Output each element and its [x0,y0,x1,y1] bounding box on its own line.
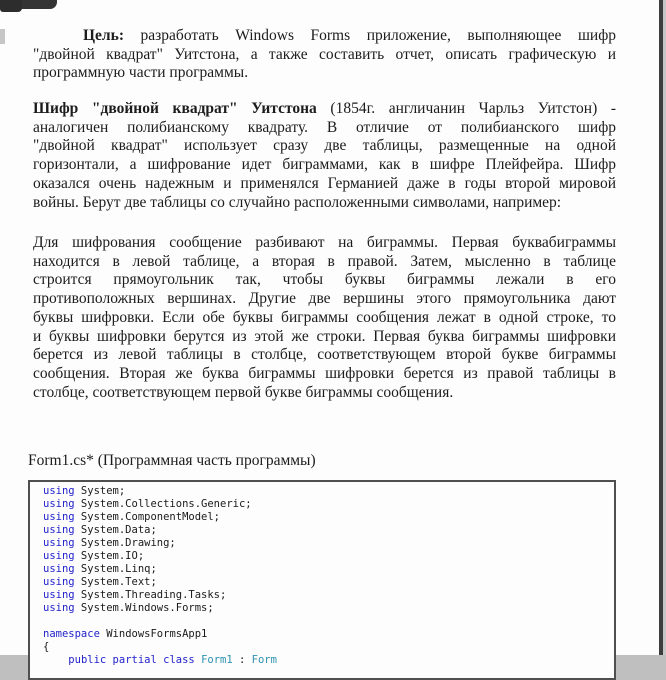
code-line: using System.Text; [43,576,157,588]
code-line: using System.Windows.Forms; [43,602,214,614]
code-line: public partial class Form1 : Form [68,654,277,666]
text-line: буквы шифровки. Если обе буквы биграммы сообщения лежат в одной строке, то [33,308,616,326]
text-line: Для шифрования сообщение разбивают на биграммы. Первая буквабиграммы [33,234,616,251]
text-line: берется из левой таблицы в столбце, соответствующем второй букве биграммы [33,346,616,364]
text-line: "двойной квадрат" использует сразу две таблицы, размещенные на одной [33,137,616,155]
text-line: Шифр "двойной квадрат" Уитстона (1854г. англичанин Чарльз Уитстон) - [33,100,617,117]
code-caption: Form1.cs* (Программная часть программы) [28,452,316,469]
code-line: using System.Data; [43,524,157,536]
text-line: сообщения. Вторая же буква биграммы шифровки берется из правой таблицы в [33,364,616,382]
scan-artifact-left-edge [0,29,5,44]
scan-artifact-top-left-dark [0,0,22,12]
code-line: namespace WindowsFormsApp1 [43,628,208,640]
text-line: находится в левой таблице, а вторая в правой. Затем, мысленно в таблице [33,252,616,270]
code-line: using System.Linq; [43,563,157,575]
code-line: using System.Threading.Tasks; [43,589,227,601]
code-line: { [43,641,50,653]
code-block [28,480,616,680]
text-line: противоположных вершинах. Другие две вершины этого прямоугольника дают [33,290,616,308]
text-line: программную части программы. [33,64,249,82]
code-line: using System.Collections.Generic; [43,498,252,510]
paragraph-goal [33,27,616,83]
code-line: using System; [43,485,126,497]
paragraph-method [33,234,616,402]
text-line: столбце, соответствующем первой букве биграммы сообщения. [33,383,454,401]
text-line: "двойной квадрат" Уитстона, а также составить отчет, описать графическую и [33,45,616,63]
text-line: Цель: разработать Windows Forms приложение, выполняющее шифр [83,27,616,44]
code-line: using System.IO; [43,550,145,562]
code-line [43,615,614,628]
text-line: оказался очень надежным и применялся Германией даже в годы второй мировой [33,174,616,192]
paragraph-cipher [33,100,616,212]
code-line: using System.ComponentModel; [43,511,221,523]
text-line: аналогичен полибианскому квадрату. В отличие от полибианского шифр [33,118,616,136]
text-line: войны. Берут две таблицы со случайно расположенными символами, например: [33,193,562,211]
text-line: и буквы шифровки берутся из этой же строки. Первая буква биграммы шифровки [33,327,616,345]
text-line: горизонтали, а шифрование идет биграммами, как в шифре Плейфейра. Шифр [33,156,616,174]
code-line: using System.Drawing; [43,537,176,549]
text-line: строится прямоугольник так, чтобы буквы биграммы лежали в его [33,271,616,289]
